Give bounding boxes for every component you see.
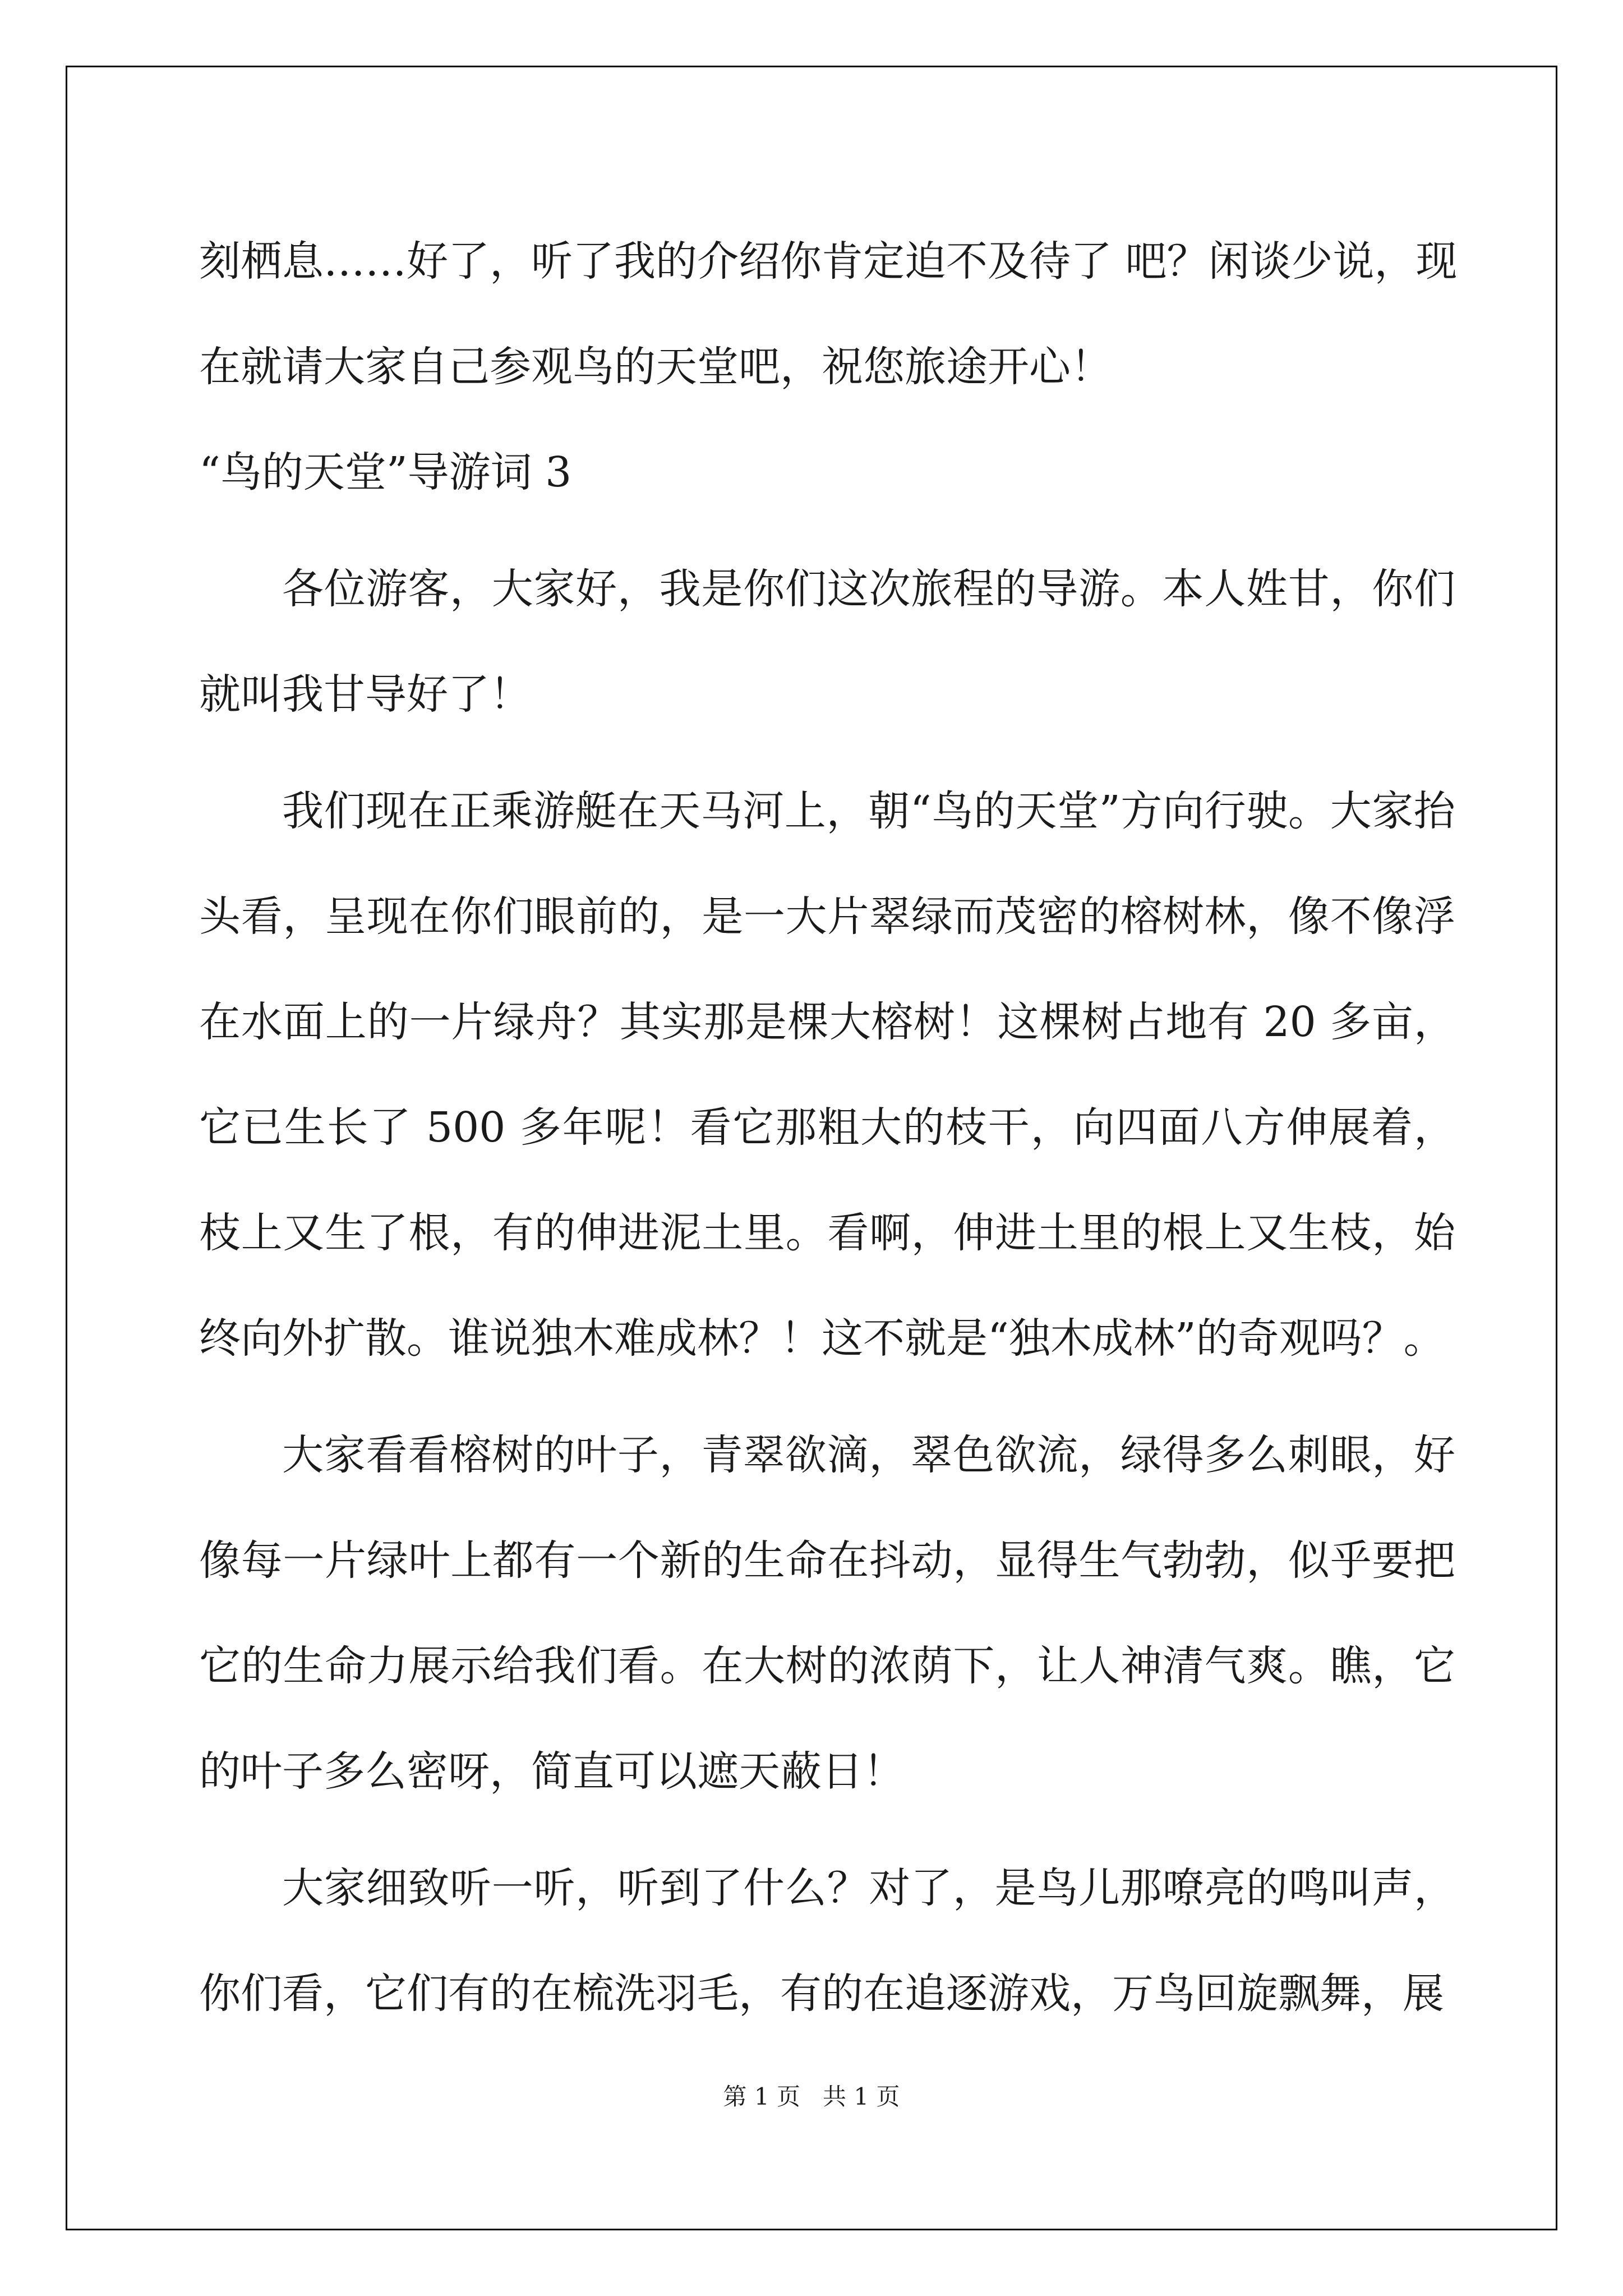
paragraph: 大家细致听一听，听到了什么？对了，是鸟儿那嘹亮的鸣叫声，你们看，它们有的在梳洗羽毛，有的在追逐游戏，万鸟回旋飘舞，展 (199, 1864, 1455, 2018)
page-footer: 第 1 页 共 1 页 (723, 2083, 900, 2110)
section-heading: “鸟的天堂”导游词 3 (199, 448, 572, 496)
paragraph: 各位游客，大家好，我是你们这次旅程的导游。本人姓甘，你们就叫我甘导好了！ (199, 565, 1455, 719)
paragraph: 大家看看榕树的叶子，青翠欲滴，翠色欲流，绿得多么刺眼，好像每一片绿叶上都有一个新的生命在抖动，显得生气勃勃，似乎要把它的生命力展示给我们看。在大树的浓荫下，让人神清气爽。瞧，它的叶子多么密呀，简直可以遮天蔽日！ (199, 1431, 1455, 1796)
continuation-line: 刻栖息……好了，听了我的介绍你肯定迫不及待了 吧？闲谈少说，现 (199, 237, 1458, 286)
continuation-line: 在就请大家自己参观鸟的天堂吧，祝您旅途开心！ (199, 343, 1112, 391)
paragraph: 我们现在正乘游艇在天马河上，朝“鸟的天堂”方向行驶。大家抬头看，呈现在你们眼前的，是一大片翠绿而茂密的榕树林，像不像浮在水面上的一片绿舟？其实那是棵大榕树！这棵树占地有 20 多亩，它已生长了 500 多年呢！看它那粗大的枝干，向四面八方伸展着，枝上又生了根，有的伸进泥土里。看啊，伸进土里的根上又生枝，始终向外扩散。谁说独木难成林？！这不就是“独木成林”的奇观吗？。 (199, 787, 1455, 1363)
document-body (199, 209, 1458, 2046)
